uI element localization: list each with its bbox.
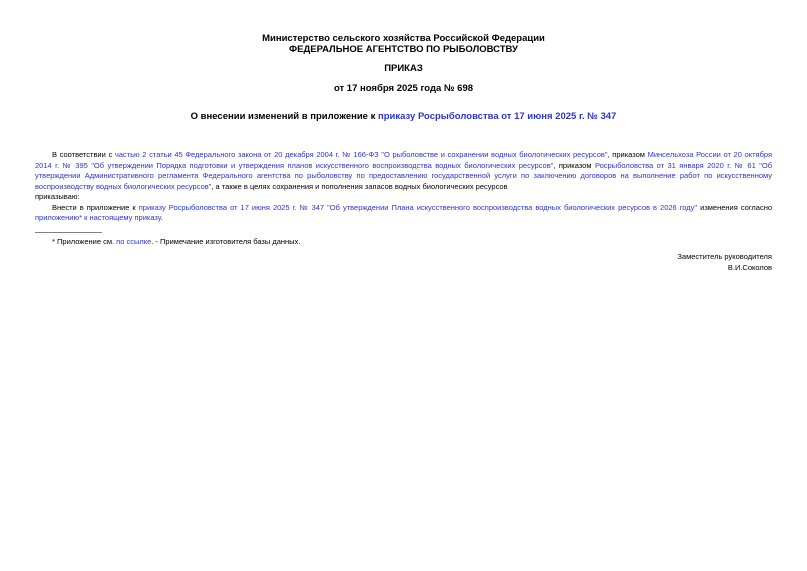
decree-word: приказываю:: [35, 192, 80, 201]
ministry-name: Министерство сельского хозяйства Российской Федерации: [262, 33, 545, 44]
signature-block: [35, 252, 772, 273]
document-type: ПРИКАЗ: [384, 63, 423, 74]
text-run: . - Примечание изготовителя базы данных.: [151, 236, 301, 246]
inline-link[interactable]: по ссылке: [116, 236, 152, 246]
body-paragraph-1: [35, 150, 772, 192]
signature-title: Заместитель руководителя: [677, 252, 772, 261]
inline-link[interactable]: Росрыболовства от 31 января 2020 г. № 61 "Об утверждении Административного регламента Федерального агентства по рыболовству по предоставлению государственной услуги по заключению договоров на выполнение работ по искусственному воспроизводству водных биологических ресурсов": [35, 160, 772, 191]
inline-link[interactable]: приказу Росрыболовства от 17 июня 2025 г. № 347: [378, 111, 617, 122]
text-run: В соответствии с: [52, 150, 115, 159]
inline-link[interactable]: Минсельхоза России от 20 октября 2014 г. № 395 "Об утверждении Порядка подготовки и утверждения планов искусственного воспроизводства водных биологических ресурсов": [35, 150, 773, 170]
document-date-number: от 17 ноября 2025 года № 698: [333, 83, 474, 94]
inline-link[interactable]: приказу Росрыболовства от 17 июня 2025 г. № 347 "Об утверждении Плана искусственного воспроизводства водных биологических ресурсов в 2026 году": [138, 202, 698, 212]
text-run: О внесении изменений в приложение к: [190, 111, 378, 122]
inline-link[interactable]: приложению* к настоящему приказу: [35, 213, 161, 222]
text-run: , а также в целях сохранения и пополнения запасов водных биологических ресурсов: [211, 181, 508, 191]
text-run: .: [160, 213, 163, 222]
document-page: [0, 0, 807, 273]
text-run: * Приложение см.: [52, 236, 117, 246]
footnote: [35, 237, 772, 248]
text-run: , приказом: [553, 160, 595, 170]
footnote-divider: [35, 232, 102, 233]
agency-name: ФЕДЕРАЛЬНОЕ АГЕНТСТВО ПО РЫБОЛОВСТВУ: [289, 44, 518, 55]
inline-link[interactable]: частью 2 статьи 45 Федерального закона от 20 декабря 2004 г. № 166-ФЗ "О рыболовстве и сохранении водных биологических ресурсов": [114, 150, 608, 159]
text-run: Внести в приложение к: [52, 202, 139, 212]
text-run: изменения согласно: [697, 202, 773, 212]
signature-name: В.И.Соколов: [727, 262, 772, 272]
text-run: , приказом: [607, 150, 648, 159]
document-subject: [35, 111, 772, 122]
body-paragraph-2: [35, 203, 772, 224]
